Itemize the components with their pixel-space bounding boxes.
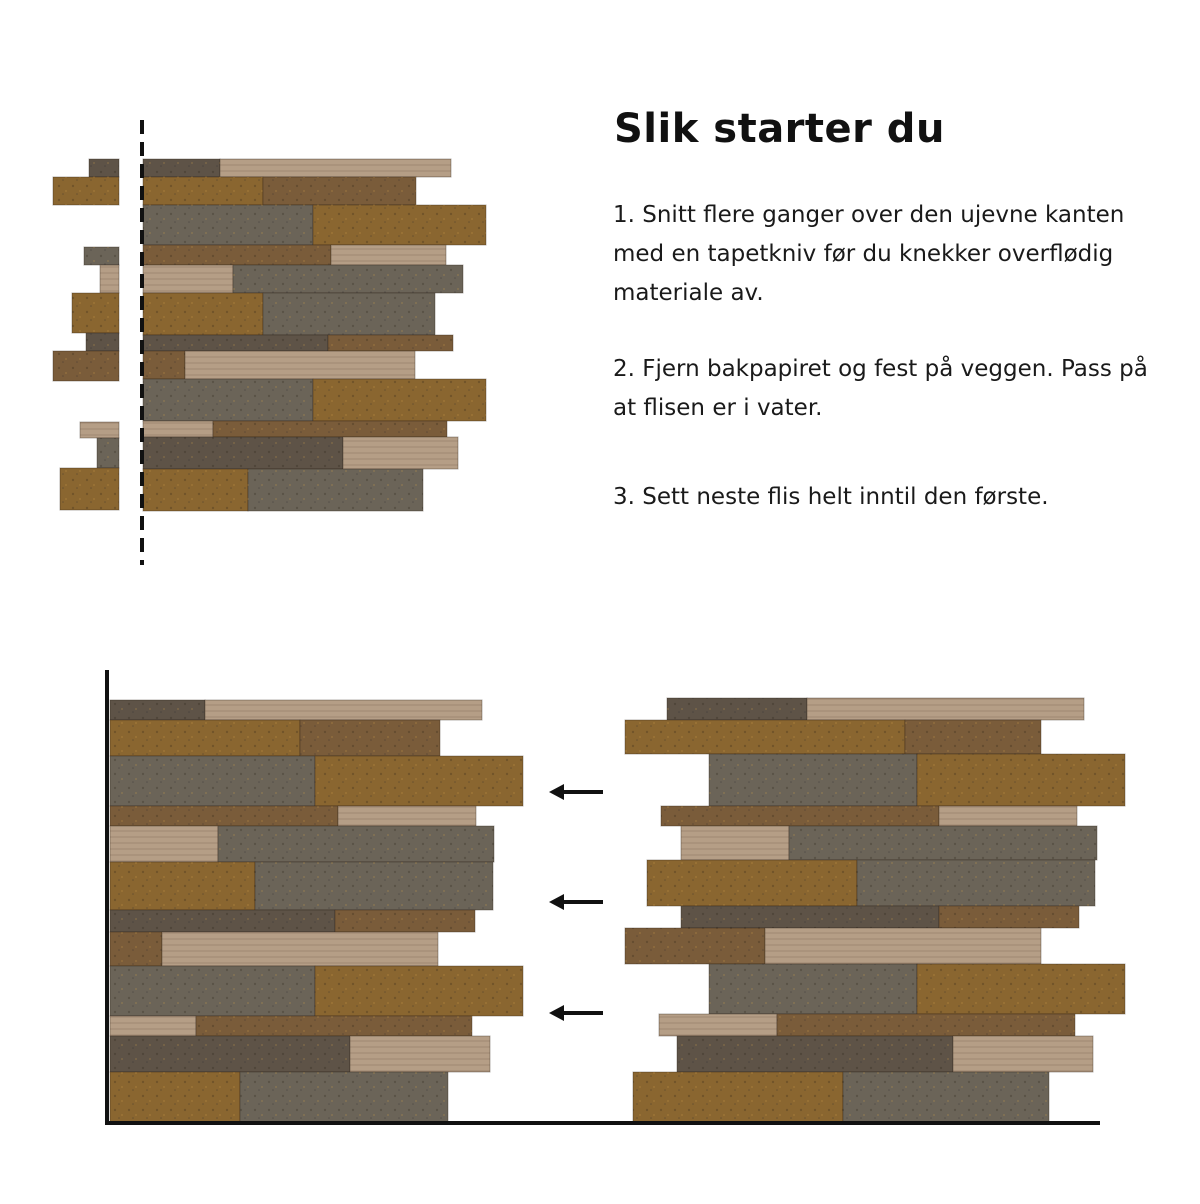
tile-texture (162, 932, 438, 966)
tile-texture (647, 860, 857, 906)
tile-texture (709, 964, 917, 1014)
tile-texture (777, 1014, 1075, 1036)
tile-texture (905, 720, 1041, 754)
tile-texture (143, 421, 213, 437)
tile-texture (350, 1036, 490, 1072)
tile-texture (331, 245, 446, 265)
tile-texture (110, 932, 162, 966)
tile-texture (80, 422, 119, 438)
tile-offcuts (53, 159, 119, 510)
tile-texture (86, 333, 119, 351)
tile-texture (110, 1036, 350, 1072)
tile-texture (110, 862, 255, 910)
tile-texture (143, 379, 313, 421)
tile-texture (335, 910, 475, 932)
tile-texture (939, 906, 1079, 928)
tile-panel-cut (143, 159, 486, 511)
tile-texture (625, 928, 765, 964)
tile-texture (240, 1072, 448, 1122)
tile-texture (110, 1016, 196, 1036)
tile-texture (213, 421, 447, 437)
tile-texture (97, 438, 119, 468)
page-title: Slik starter du (614, 106, 945, 152)
tile-texture (709, 754, 917, 806)
tile-texture (110, 720, 300, 756)
tile-texture (255, 862, 493, 910)
tile-texture (917, 964, 1125, 1014)
tile-texture (633, 1072, 843, 1122)
tile-texture (143, 177, 263, 205)
tile-texture (857, 860, 1095, 906)
tile-texture (843, 1072, 1049, 1122)
tile-texture (953, 1036, 1093, 1072)
tile-texture (338, 806, 476, 826)
tile-texture (807, 698, 1084, 720)
tile-texture (143, 469, 248, 511)
tile-texture (233, 265, 463, 293)
step-3: 3. Sett neste flis helt inntil den første. (613, 484, 1049, 510)
tile-texture (315, 756, 523, 806)
tile-texture (110, 700, 205, 720)
tile-texture (218, 826, 494, 862)
tile-texture (343, 437, 458, 469)
arrow-left-icon (549, 784, 603, 800)
tile-texture (659, 1014, 777, 1036)
tile-texture (143, 245, 331, 265)
tile-texture (625, 720, 905, 754)
step-1: 1. Snitt flere ganger over den ujevne kanten med en tapetkniv før du knekker overflødig materiale av. (613, 202, 1125, 306)
tile-texture (110, 756, 315, 806)
tile-texture (143, 205, 313, 245)
tile-texture (300, 720, 440, 756)
tile-texture (53, 177, 119, 205)
tile-texture (263, 293, 435, 335)
tile-texture (89, 159, 119, 177)
tile-texture (100, 265, 119, 293)
tile-texture (677, 1036, 953, 1072)
tile-texture (667, 698, 807, 720)
tile-texture (661, 806, 939, 826)
tile-texture (143, 335, 328, 351)
tile-texture (143, 159, 220, 177)
tile-texture (205, 700, 482, 720)
tile-texture (143, 265, 233, 293)
tile-texture (185, 351, 415, 379)
tile-texture (110, 1072, 240, 1122)
tile-texture (110, 806, 338, 826)
tile-texture (84, 247, 119, 265)
tile-texture (110, 826, 218, 862)
tile-texture (53, 351, 119, 381)
tile-texture (72, 293, 119, 333)
tile-texture (110, 966, 315, 1016)
tile-texture (60, 468, 119, 510)
tile-texture (110, 910, 335, 932)
tile-texture (220, 159, 451, 177)
tile-texture (681, 906, 939, 928)
tile-texture (917, 754, 1125, 806)
tile-texture (263, 177, 416, 205)
tile-texture (196, 1016, 472, 1036)
step-2: 2. Fjern bakpapiret og fest på veggen. Pass på at flisen er i vater. (613, 356, 1148, 421)
tile-texture (313, 379, 486, 421)
tile-texture (315, 966, 523, 1016)
tile-texture (328, 335, 453, 351)
tile-texture (939, 806, 1077, 826)
tile-panel-next (625, 698, 1125, 1122)
tile-texture (248, 469, 423, 511)
arrow-left-icon (549, 894, 603, 910)
tile-panel-first (110, 700, 523, 1122)
arrow-left-icon (549, 1005, 603, 1021)
tile-texture (143, 351, 185, 379)
tile-texture (313, 205, 486, 245)
tile-texture (789, 826, 1097, 860)
tile-texture (143, 293, 263, 335)
tile-texture (681, 826, 789, 860)
tile-texture (143, 437, 343, 469)
tile-texture (765, 928, 1041, 964)
